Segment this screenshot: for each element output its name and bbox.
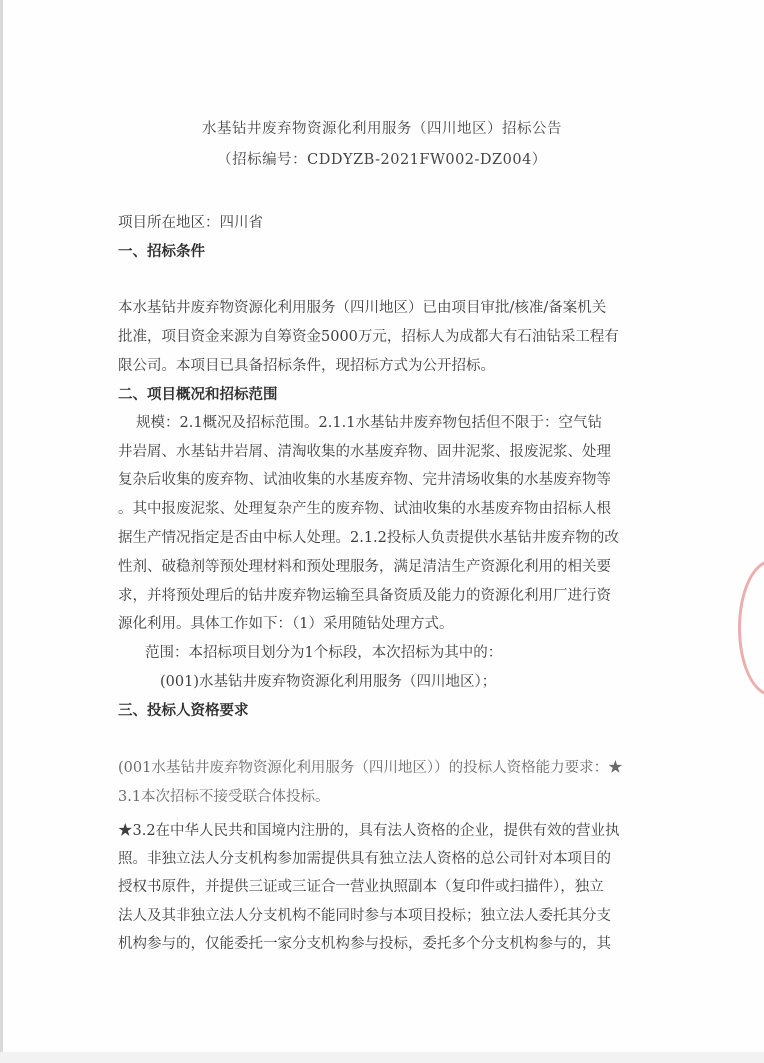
paragraph-line: ★3.2在中华人民共和国境内注册的，具有法人资格的企业，提供有效的营业执 [118, 823, 620, 839]
paragraph-line: 规模：2.1概况及招标范围。2.1.1水基钻井废弃物包括但不限于：空气钻 [136, 415, 602, 431]
paragraph-line: 据生产情况指定是否由中标人处理。2.1.2投标人负责提供水基钻井废弃物的改 [118, 530, 619, 546]
red-seal-stamp [738, 560, 764, 696]
paragraph-line: 。其中报废泥浆、处理复杂产生的废弃物、试油收集的水基废弃物由招标人根 [118, 501, 611, 517]
section-heading-qualifications: 三、投标人资格要求 [118, 702, 249, 719]
paragraph-line: 授权书原件，并提供三证或三证合一营业执照副本（复印件或扫描件），独立 [118, 879, 604, 895]
paragraph-line: 照。非独立法人分支机构参加需提供具有独立法人资格的总公司针对本项目的 [118, 851, 611, 867]
paragraph-line: 法人及其非独立法人分支机构不能同时参与本项目投标；独立法人委托其分支 [118, 908, 611, 924]
section-heading-conditions: 一、招标条件 [118, 243, 205, 260]
paragraph-line: 性剂、破稳剂等预处理材料和预处理服务，满足清洁生产资源化利用的相关要 [118, 559, 611, 575]
paragraph-line: 限公司。本项目已具备招标条件，现招标方式为公开招标。 [118, 358, 495, 374]
scope-line: 范围：本招标项目划分为1个标段，本次招标为其中的： [145, 645, 503, 661]
page-bottom-edge [0, 1052, 764, 1063]
paragraph-line: 3.1本次招标不接受联合体投标。 [118, 789, 330, 805]
lot-line: (001)水基钻井废弃物资源化利用服务（四川地区）； [160, 674, 497, 690]
paragraph-line: 井岩屑、水基钻井岩屑、清淘收集的水基废弃物、固井泥浆、报废泥浆、处理 [118, 444, 611, 460]
paragraph-line: 本水基钻井废弃物资源化利用服务（四川地区）已由项目审批/核准/备案机关 [118, 300, 607, 316]
paragraph-line: 复杂后收集的废弃物、试油收集的水基废弃物、完井清场收集的水基废弃物等 [118, 472, 611, 488]
paragraph-line: 批准，项目资金来源为自筹资金5000万元，招标人为成都大有石油钻采工程有 [118, 329, 619, 345]
section-heading-overview: 二、项目概况和招标范围 [118, 386, 278, 403]
project-location: 项目所在地区：四川省 [118, 215, 263, 231]
paragraph-line: (001水基钻井废弃物资源化利用服务（四川地区））的投标人资格能力要求：★ [118, 760, 623, 776]
tender-number: （招标编号：CDDYZB-2021FW002-DZ004） [217, 152, 547, 168]
document-title: 水基钻井废弃物资源化利用服务（四川地区）招标公告 [202, 121, 562, 137]
paragraph-line: 机构参与的，仅能委托一家分支机构参与投标，委托多个分支机构参与的，其 [118, 936, 611, 952]
paragraph-line: 求，并将预处理后的钻井废弃物运输至具备资质及能力的资源化利用厂进行资 [118, 588, 611, 604]
paragraph-line: 源化利用。具体工作如下：（1）采用随钻处理方式。 [118, 616, 454, 632]
